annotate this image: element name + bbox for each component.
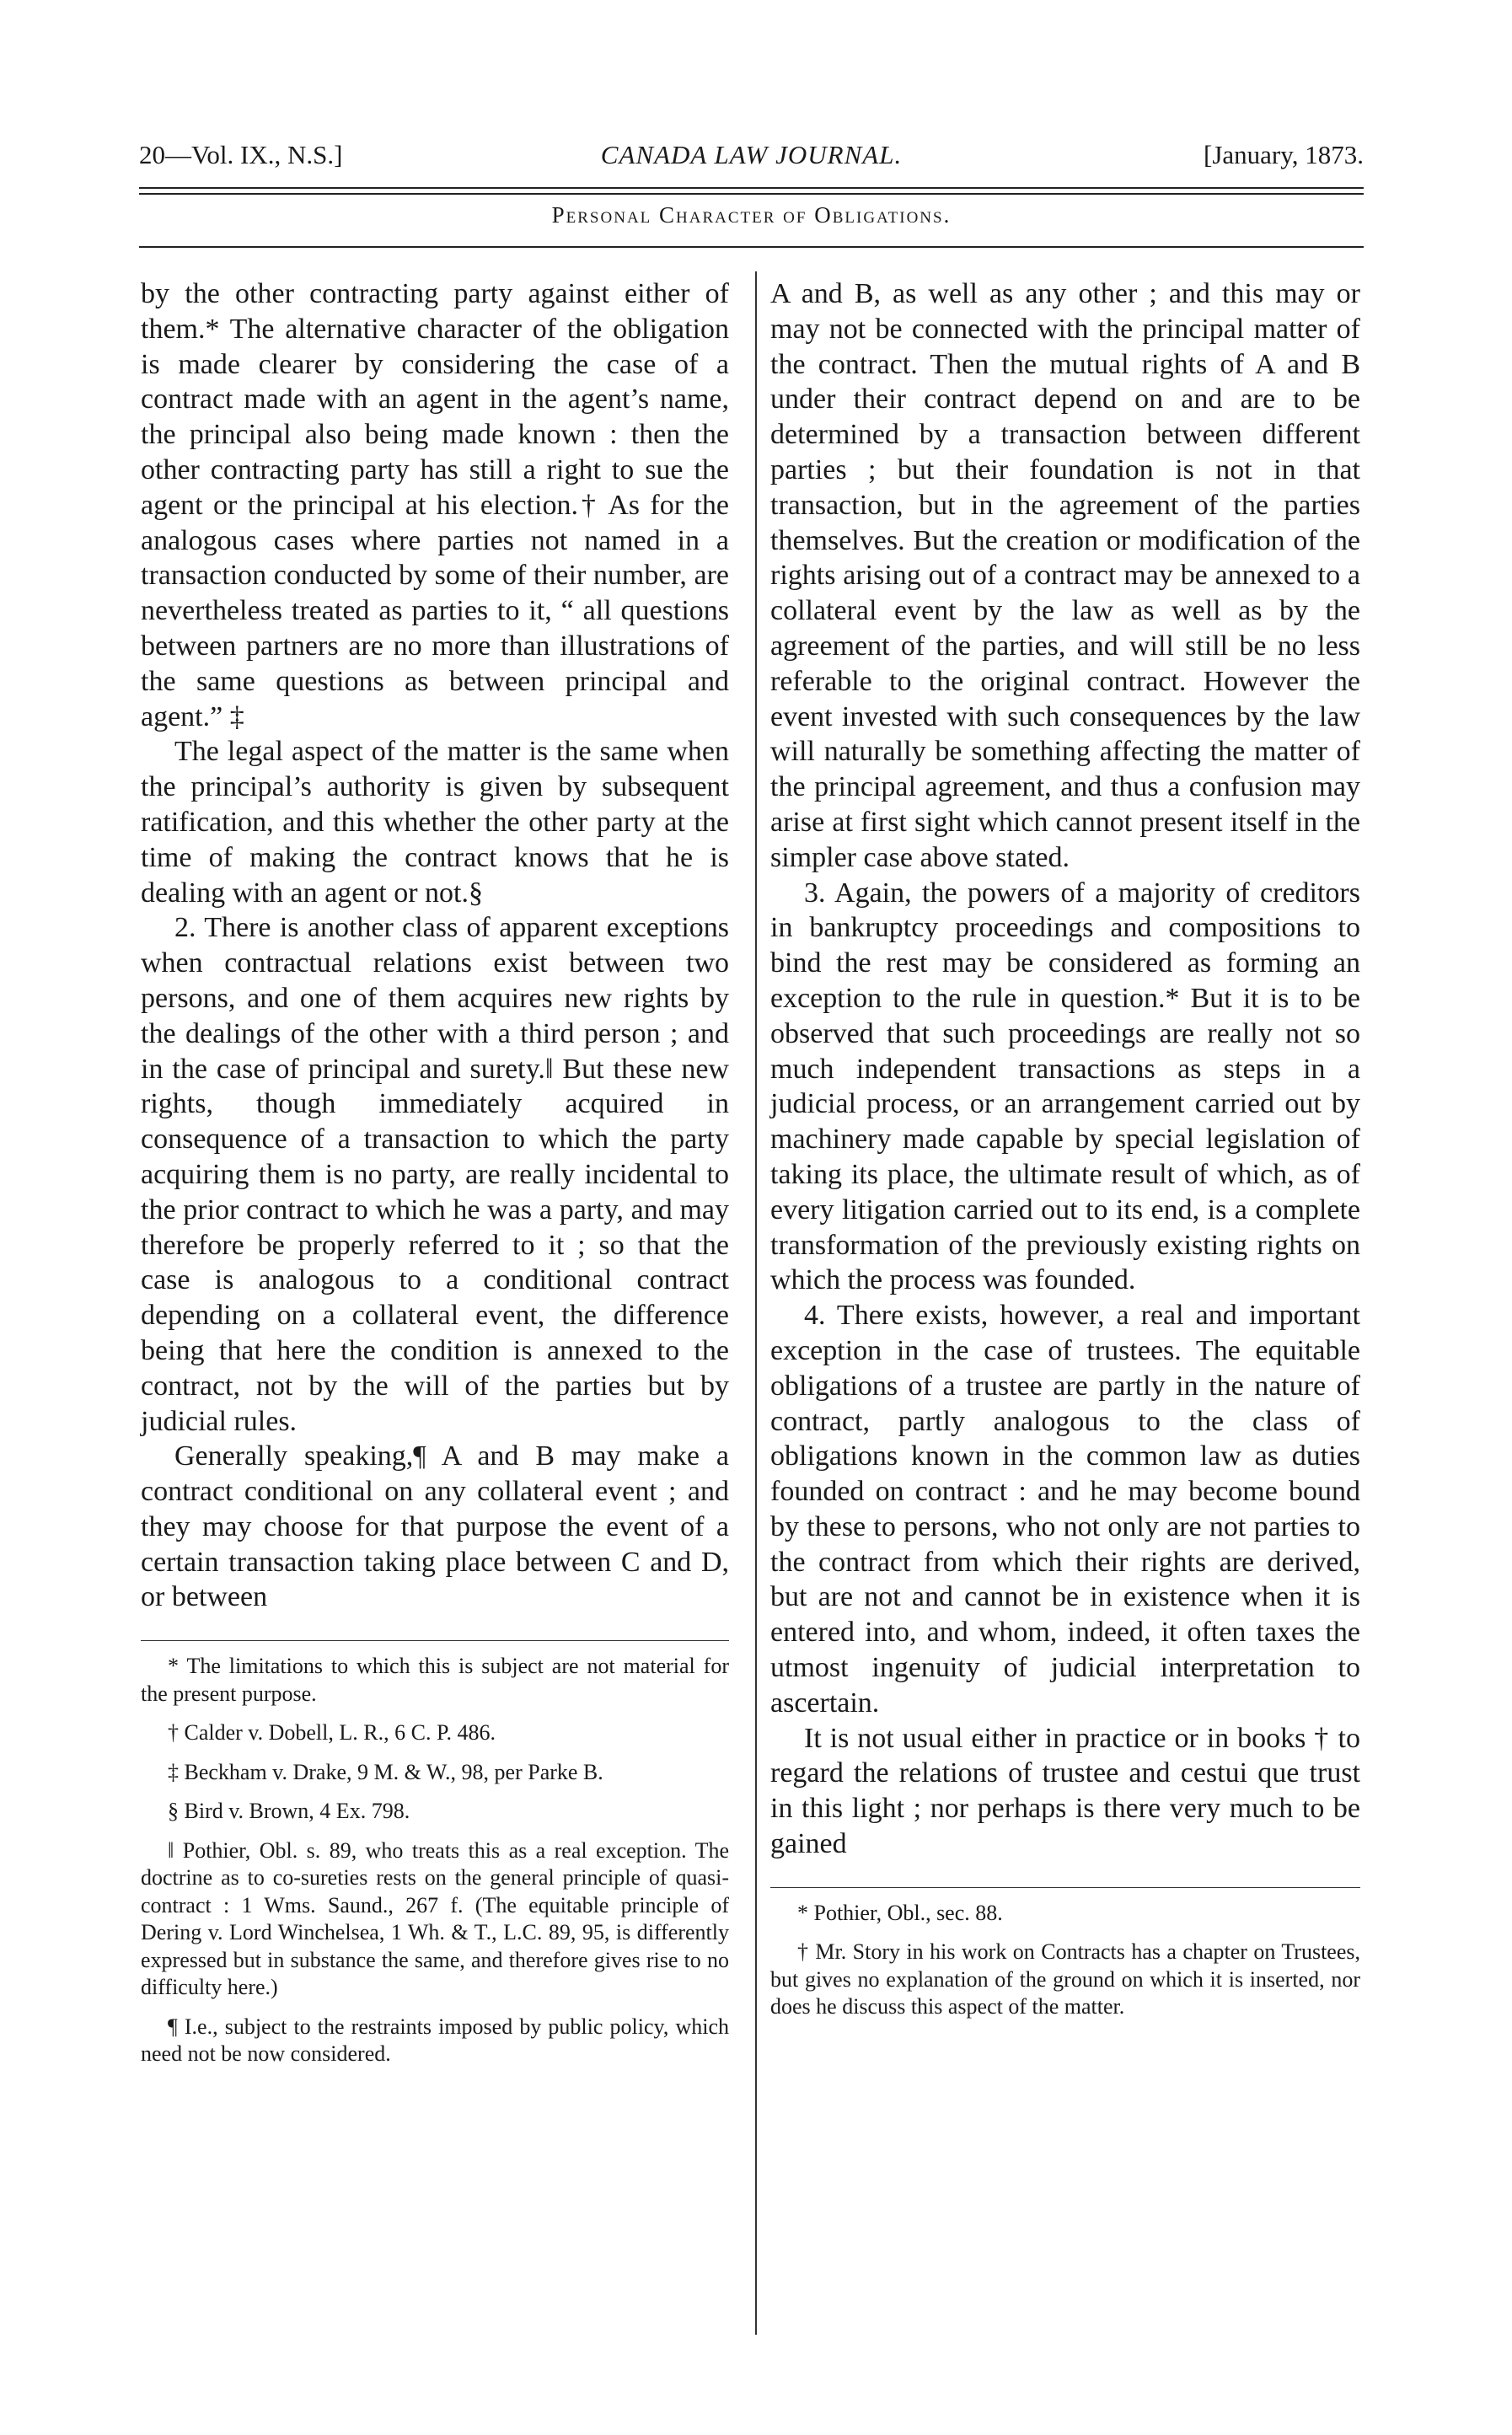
footnotes [141,1653,729,2068]
paragraph: 3. Again, the powers of a majority of creditors in bankruptcy proceedings and compositions to bind the rest may be considered as forming an exception to the rule in question.* But it is to be observed that such proceedings are really not so much independent transactions as steps in a judicial process, or an arrangement carried out by machinery made capable by special legislation of taking its place, the ultimate result of which, as of every litigation carried out to its end, is a complete transformation of the previously existing rights on which the process was founded. [770,877,1360,1296]
paragraph: Generally speaking,¶ A and B may make a contract conditional on any collateral event ; and they may choose for that purpose the event of a certain transaction taking place between C and D, or between [141,1440,729,1613]
footnote: * Pothier, Obl., sec. 88. [797,1900,1003,1925]
issue-date: [January, 1873. [1204,140,1364,169]
paragraph: 4. There exists, however, a real and important exception in the case of trustees. The equitable obligations of a trustee are partly in the nature of contract, partly analogous to the class of obligations known in the common law as duties founded on contract : and he may become bound by these to persons, who not only are not parties to the contract from which their rights are derived, but are not and cannot be in existence when it is entered into, and whom, indeed, it often taxes the utmost ingenuity of judicial interpretation to ascertain. [770,1300,1360,1719]
footnote: ‖ Pothier, Obl. s. 89, who treats this as a real exception. The doctrine as to co-sureties rests on the general principle of quasi-contract : 1 Wms. Saund., 267 f. (The equitable principle of Dering v. Lord Winchelsea, 1 Wh. & T., L.C. 89, 95, is differently expressed but in substance the same, and therefore gives rise to no difficulty here.) [141,1837,729,2000]
footnote: ‡ Beckham v. Drake, 9 M. & W., 98, per Parke B. [168,1759,603,1784]
right-column [770,276,1360,2033]
journal-title: CANADA LAW JOURNAL. [600,140,903,169]
paragraph: It is not usual either in practice or in books † to regard the relations of trustee and cestui que trust in this light ; nor perhaps is there very much to be gained [770,1722,1360,1860]
footnote-rule [141,1640,729,1641]
section-title: Personal Character of Obligations. [551,202,952,228]
paragraph: 2. There is another class of apparent exceptions when contractual relations exist between two persons, and one of them acquires new rights by the dealings of the other with a third person ; and in the case of principal and surety.‖ But these new rights, though immediately acquired in consequence of a transaction to which the party acquiring them is no party, are really incidental to the prior contract to which he was a party, and may therefore be properly referred to it ; so that the case is analogous to a conditional contract depending on a collateral event, the difference being that here the condition is annexed to the contract, not by the will of the parties but by judicial rules. [141,912,729,1437]
running-head [139,133,1364,177]
header-double-rule [139,187,1364,195]
footnote-rule [770,1887,1360,1888]
paragraph: The legal aspect of the matter is the same when the principal’s authority is given by subsequent ratification, and this whether the other party at the time of making the contract knows that he is dealing with an agent or not.§ [141,736,729,909]
footnote: † Mr. Story in his work on Contracts has a chapter on Trustees, but gives no explanation of the ground on which it is inserted, nor does he discuss this aspect of the matter. [770,1939,1360,2019]
footnote: * The limitations to which this is subject are not material for the present purpose. [141,1654,729,1706]
volume-page-label: 20—Vol. IX., N.S.] [139,140,343,169]
section-rule [139,246,1364,248]
paragraph: by the other contracting party against either of them.* The alternative character of the obligation is made clearer by considering the case of a contract made with an agent in the agent’s name, the principal also being made known : then the other contracting party has still a right to sue the agent or the principal at his election.† As for the analogous cases where parties not named in a transaction conducted by some of their number, are nevertheless treated as parties to it, “ all questions between partners are no more than illustrations of the same questions as between principal and agent.” ‡ [141,278,729,732]
footnote: ¶ I.e., subject to the restraints imposed by public policy, which need not be now considered. [141,2014,729,2067]
left-column [141,276,729,2080]
column-divider [755,271,757,2335]
footnote: § Bird v. Brown, 4 Ex. 798. [168,1799,410,1824]
footnote: † Calder v. Dobell, L. R., 6 C. P. 486. [168,1720,496,1746]
footnotes [770,1900,1360,2021]
paragraph: A and B, as well as any other ; and this may or may not be connected with the principal matter of the contract. Then the mutual rights of A and B under their contract depend on and are to be determined by a transaction between different parties ; but their foundation is not in that transaction, but in the agreement of the parties themselves. But the creation or modification of the rights arising out of a contract may be annexed to a collateral event by the law as well as by the agreement of the parties, and will still be no less referable to the original contract. However the event invested with such consequences by the law will naturally be something affecting the matter of the principal agreement, and thus a confusion may arise at first sight which cannot present itself in the simpler case above stated. [770,278,1360,873]
